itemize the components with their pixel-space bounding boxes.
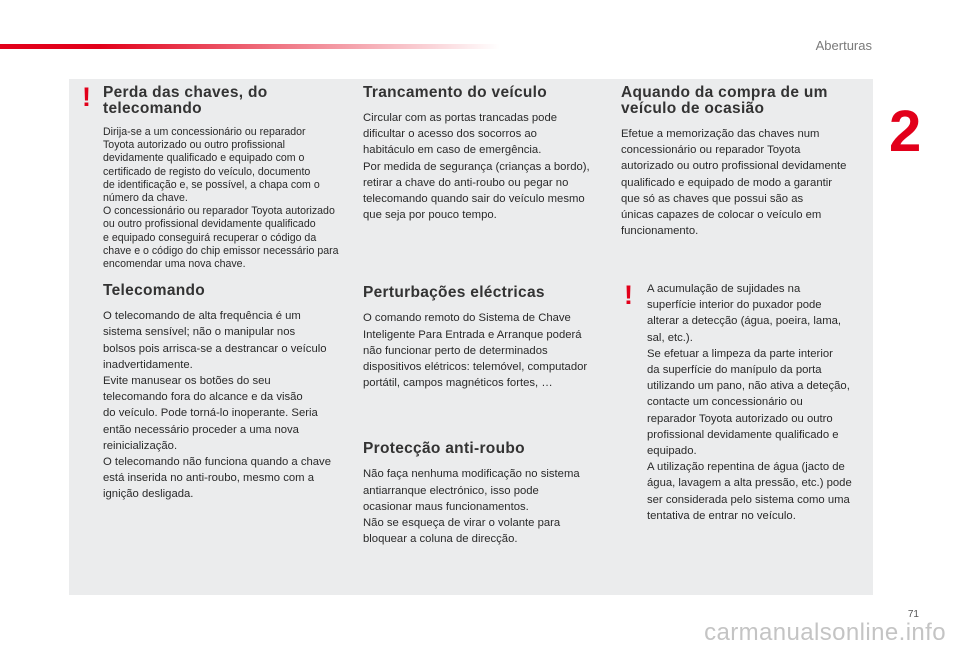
section-vehicle-locking [363, 85, 608, 223]
section-remote-control [103, 283, 348, 502]
column-left [103, 85, 348, 503]
section-body: O comando remoto do Sistema de Chave Inteligente Para Entrada e Arranque poderá não funcionar perto de determinados dispositivos elétricos: telemóvel, computador portátil, campos magnéticos fortes, … [363, 312, 588, 390]
top-accent-bar [0, 44, 500, 49]
section-body: Dirija-se a um concessionário ou reparador Toyota autorizado ou outro profissional devidamente qualificado e equipado com o certificado de registo do veículo, documento de identificação e, se possível, a chapa com o número da chave. O concessionário ou reparador Toyota autorizado ou outro profissional devidamente qualificado e equipado conseguirá recuperar o código da chave e o código do chip emissor necessário para encomendar uma nova chave. [103, 126, 339, 271]
section-title: Perturbações eléctricas [363, 284, 545, 302]
section-label: Aberturas [815, 38, 872, 53]
chapter-number: 2 [889, 99, 922, 164]
section-title: Aquando da compra de um veículo de ocasião [621, 84, 828, 117]
section-body: Não faça nenhuma modificação no sistema antiarranque electrónico, isso pode ocasionar maus funcionamentos. Não se esqueça de virar o volante para bloquear a coluna de direcção. [363, 468, 580, 546]
section-title: Telecomando [103, 282, 206, 300]
page-number: 71 [907, 609, 919, 620]
column-right [621, 85, 866, 239]
section-body: Circular com as portas trancadas pode dificultar o acesso dos socorros ao habitáculo em caso de emergência. Por medida de segurança (crianças a bordo), retirar a chave do anti-roubo ou pegar no telecomando quando sair do veículo mesmo que seja por pouco tempo. [363, 112, 590, 222]
watermark: carmanualsonline.info [704, 619, 946, 646]
section-lost-keys [103, 85, 348, 271]
column-middle [363, 85, 608, 547]
warning-note [647, 281, 869, 524]
section-electrical-interference [363, 285, 608, 391]
exclamation-icon: ! [624, 280, 633, 310]
section-title: Perda das chaves, do telecomando [103, 84, 268, 117]
section-title: Trancamento do veículo [363, 84, 548, 101]
section-body: O telecomando de alta frequência é um sistema sensível; não o manipular nos bolsos pois arrisca-se a destrancar o veículo inadvertidamente. Evite manusear os botões do seu telecomando fora do alcance e da visão do veículo. Pode torná-lo inoperante. Seria então necessário proceder a uma nova reinicialização. O telecomando não funciona quando a chave está inserida no anti-roubo, mesmo com a ignição desligada. [103, 310, 331, 501]
section-body: Efetue a memorização das chaves num concessionário ou reparador Toyota autorizado ou outro profissional devidamente qualificado e equipado de modo a garantir que só as chaves que possui são as únicas capazes de colocar o veículo em funcionamento. [621, 128, 847, 238]
section-used-vehicle [621, 85, 866, 239]
warning-note-text: A acumulação de sujidades na superfície interior do puxador pode alterar a detecção (água, poeira, lama, sal, etc.). Se efetuar a limpeza da parte interior da superfície do manípulo da porta utilizando um pano, não ativa a deteção, contacte um concessionário ou reparador Toyota autorizado ou outro profissional devidamente qualificado e equipado. A utilização repentina de água (jacto de água, lavagem a alta pressão, etc.) pode ser considerada pelo sistema como uma tentativa de entrar no veículo. [647, 283, 852, 522]
section-title: Protecção anti-roubo [363, 440, 525, 458]
section-anti-theft [363, 441, 608, 547]
exclamation-icon: ! [82, 82, 91, 112]
